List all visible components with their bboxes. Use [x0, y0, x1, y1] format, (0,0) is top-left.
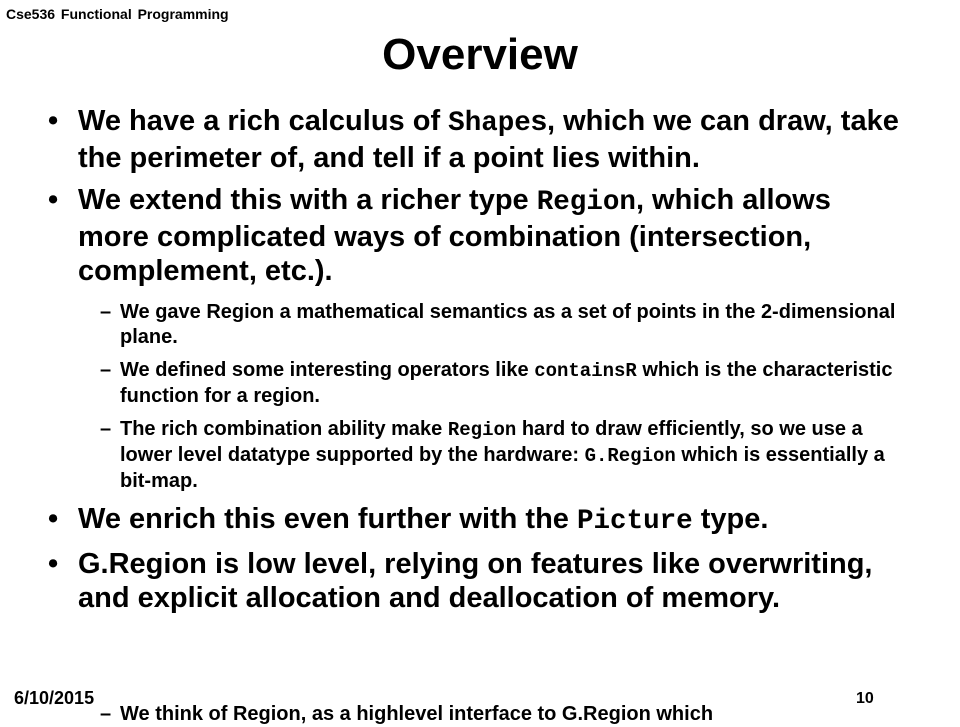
- sub-bullet-operators: [100, 358, 908, 409]
- bullet-marker: •: [48, 105, 59, 137]
- bullet-region: [48, 183, 908, 288]
- sub-bullet-semantics: [100, 300, 908, 350]
- page-number: 10: [856, 690, 874, 707]
- footer-date: 6/10/2015: [14, 688, 95, 708]
- sub-bullet-combination: [100, 417, 908, 494]
- bullet-g-region: [48, 547, 908, 615]
- code-picture: Picture: [577, 506, 693, 537]
- dash-marker: –: [100, 301, 112, 323]
- bullet-shapes: [48, 104, 908, 175]
- slide-body: [48, 104, 908, 623]
- code-region: Region: [536, 187, 636, 218]
- sub-bullet-text-mid: hard to draw efficiently, so we use a lower level datatype supported by the hardware:: [120, 418, 863, 466]
- slide-title: Overview: [382, 30, 578, 79]
- sub-bullet-text: We gave Region a mathematical semantics as a set of points in the 2-dimensional plane.: [120, 301, 896, 348]
- dash-marker: –: [100, 418, 112, 440]
- code-containsR: containsR: [534, 360, 637, 382]
- cutoff-text: We think of Region, as a highlevel interface to G.Region which: [120, 703, 714, 725]
- dash-marker: –: [100, 703, 112, 725]
- bullet-text-post: type.: [692, 503, 769, 535]
- sub-bullet-text-pre: We defined some interesting operators like: [120, 359, 535, 381]
- bullet-group-region: [48, 183, 908, 494]
- bullet-text: G.Region is low level, relying on features like overwriting, and explicit allocation and deallocation of memory.: [78, 548, 873, 614]
- bullet-text-post: , which allows more complicated ways of combination (intersection, complement, etc.).: [78, 184, 831, 287]
- bullet-picture: [48, 502, 908, 539]
- bullet-text-pre: We enrich this even further with the: [78, 503, 577, 535]
- code-g-region: G.Region: [584, 445, 676, 467]
- course-header: Cse536 Functional Programming: [6, 6, 229, 22]
- bullet-marker: •: [48, 184, 59, 216]
- bullet-text-pre: We have a rich calculus of: [78, 105, 449, 137]
- bullet-text-pre: We extend this with a richer type: [78, 184, 537, 216]
- code-region: Region: [447, 419, 517, 441]
- bullet-text-post: s, which we can draw, take the perimeter of, and tell if a point lies within.: [78, 105, 899, 174]
- sub-bullet-text-post: which is essentially a bit-map.: [120, 444, 885, 492]
- bullet-marker: •: [48, 503, 59, 535]
- bullet-marker: •: [48, 548, 59, 580]
- code-shape: Shape: [448, 108, 531, 139]
- sub-bullet-text-pre: The rich combination ability make: [120, 418, 448, 440]
- cutoff-sub-bullet: [100, 702, 920, 727]
- dash-marker: –: [100, 359, 112, 381]
- sub-bullet-text-post: which is the characteristic function for a region.: [120, 359, 893, 407]
